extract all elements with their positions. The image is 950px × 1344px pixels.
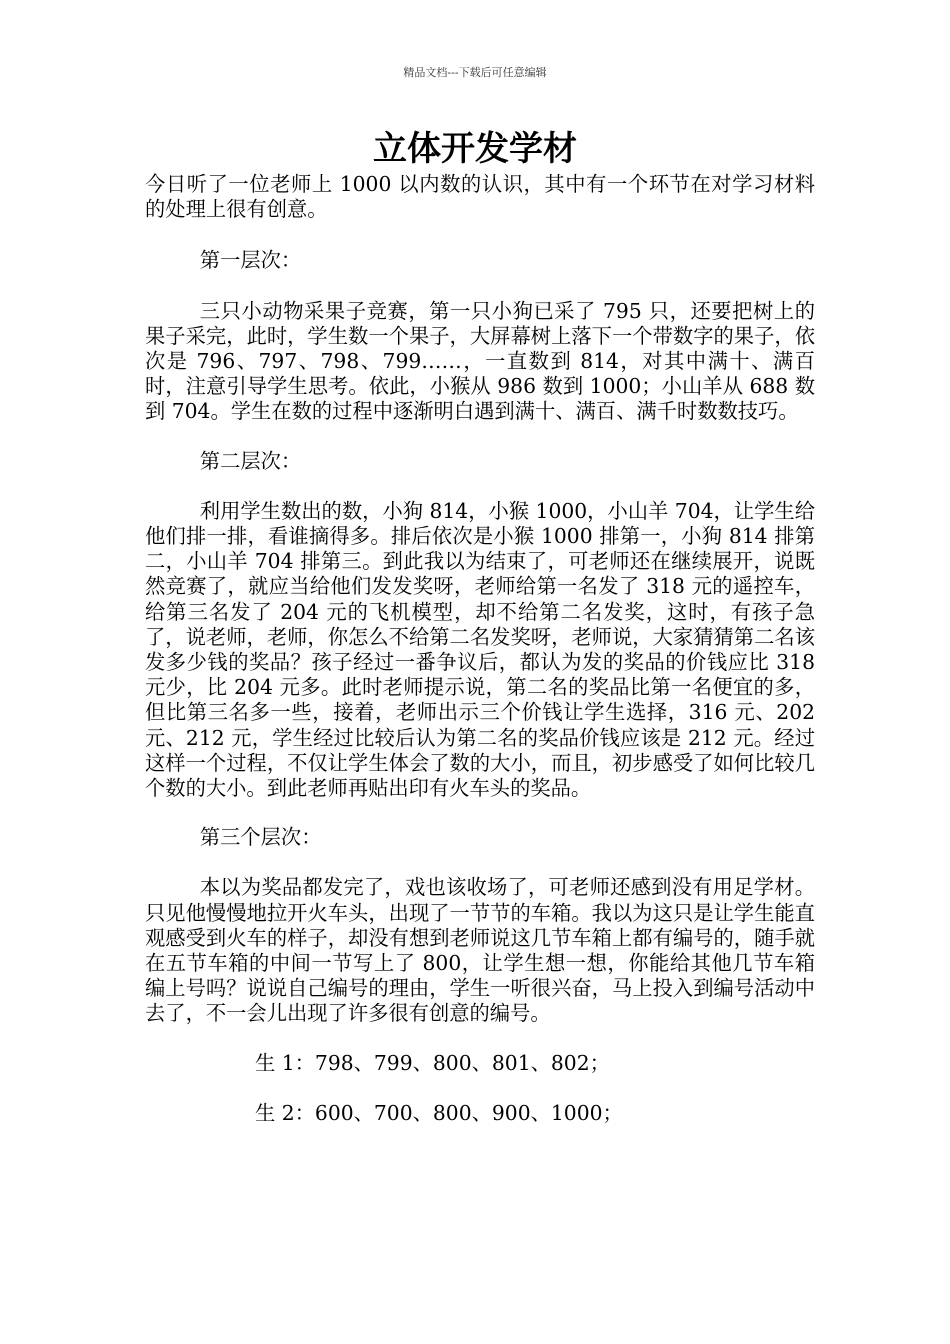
student-answer-1: 生 1：798、799、800、801、802； [255, 1050, 610, 1075]
level-2-paragraph: 利用学生数出的数，小狗 814，小猴 1000，小山羊 704，让学生给他们排一排，看谁摘得多。排后依次是小猴 1000 排第一，小狗 814 排第二，小山羊 704 排第三。到此我以为结束了，可老师还在继续展开，说既然竞赛了，就应当给他们发发奖呀，老师给第一名发了 318 元的遥控车，给第三名发了 204 元的飞机模型，却不给第二名发奖，这时，有孩子急了，说老师，老师，你怎么不给第二名发奖呀，老师说，大家猜猜第二名该发多少钱的奖品？孩子经过一番争议后，都认为发的奖品的价钱应比 318 元少，比 204 元多。此时老师提示说，第二名的奖品比第一名便宜的多，但比第三名多一些，接着，老师出示三个价钱让学生选择，316 元、202 元、212 元，学生经过比较后认为第二名的奖品价钱应该是 212 元。经过这样一个过程，不仅让学生体会了数的大小，而且，初步感受了如何比较几个数的大小。到此老师再贴出印有火车头的奖品。 [145, 498, 815, 801]
level-2-heading: 第二层次： [199, 448, 302, 473]
level-3-heading: 第三个层次： [199, 825, 322, 850]
page-header-note: 精品文档---下载后可任意编辑 [403, 66, 547, 79]
student-answer-2: 生 2：600、700、800、900、1000； [255, 1100, 623, 1125]
level-1-heading: 第一层次： [199, 248, 302, 273]
level-1-paragraph: 三只小动物采果子竞赛，第一只小狗已采了 795 只，还要把树上的果子采完，此时，学生数一个果子，大屏幕树上落下一个带数字的果子，依次是 796、797、798、799……，一直数到 814，对其中满十、满百时，注意引导学生思考。依此，小猴从 986 数到 1000；小山羊从 688 数到 704。学生在数的过程中逐渐明白遇到满十、满百、满千时数数技巧。 [145, 298, 815, 424]
intro-paragraph: 今日听了一位老师上 1000 以内数的认识，其中有一个环节在对学习材料的处理上很有创意。 [145, 172, 815, 222]
document-title: 立体开发学材 [373, 129, 577, 169]
level-3-paragraph: 本以为奖品都发完了，戏也该收场了，可老师还感到没有用足学材。只见他慢慢地拉开火车头，出现了一节节的车箱。我以为这只是让学生能直观感受到火车的样子，却没有想到老师说这几节车箱上都有编号的，随手就在五节车箱的中间一节写上了 800，让学生想一想，你能给其他几节车箱编上号吗？说说自己编号的理由，学生一听很兴奋，马上投入到编号活动中去了，不一会儿出现了许多很有创意的编号。 [145, 875, 815, 1026]
document-body [145, 172, 815, 1151]
